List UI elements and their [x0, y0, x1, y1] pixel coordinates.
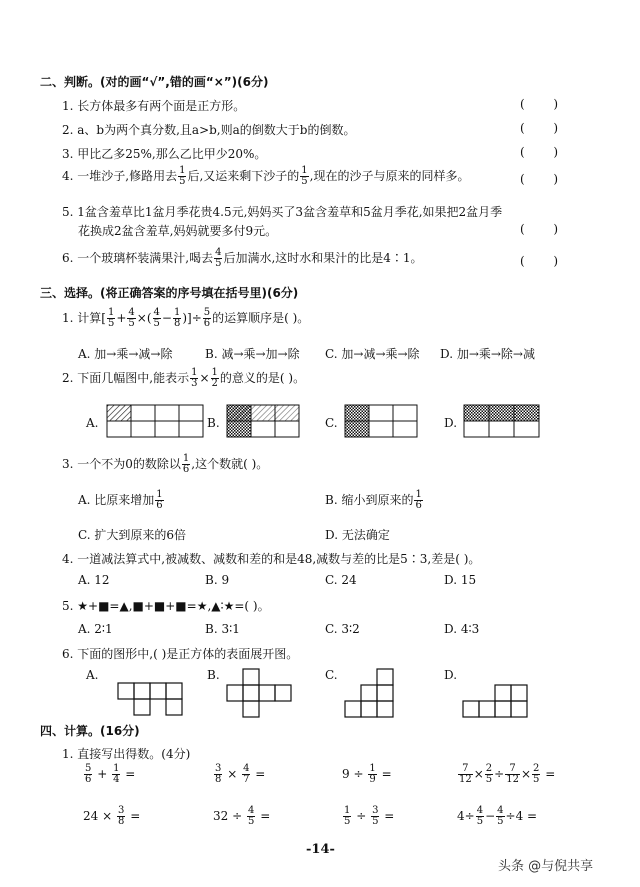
calc-6: 32 ÷ $\frac{4}{5}$ =: [213, 805, 271, 827]
calc-3: 9 ÷ $\frac{1}{9}$ =: [342, 763, 392, 785]
q6-label-b[interactable]: B.: [207, 668, 220, 682]
calc-1: $\frac{5}{6}$ + $\frac{1}{4}$ =: [85, 763, 136, 785]
section-3-title: 三、选择。(将正确答案的序号填在括号里)(6分): [40, 286, 299, 300]
q5-option-c[interactable]: C. 3∶2: [325, 622, 360, 636]
q4-option-d[interactable]: D. 15: [444, 573, 477, 587]
q2-label-c[interactable]: C.: [325, 416, 338, 430]
section-4-title: 四、计算。(16分): [40, 724, 140, 738]
choice-q5: 5. ★+■=▲,■+■+■=★,▲∶★=( )。: [62, 599, 270, 613]
q2-label-b[interactable]: B.: [207, 416, 220, 430]
choice-q3: 3. 一个不为0的数除以 $\frac{1}{6}$ ,这个数就( )。: [62, 453, 269, 475]
q4-option-a[interactable]: A. 12: [78, 573, 110, 587]
fraction: $\frac{1}{5}$: [179, 165, 186, 187]
q1-option-c[interactable]: C. 加→减→乘→除: [325, 347, 420, 361]
calc-7: $\frac{1}{5}$ ÷ $\frac{3}{5}$ =: [344, 805, 395, 827]
figure-d: [464, 405, 539, 437]
calc-2: $\frac{3}{8}$ × $\frac{4}{7}$ =: [215, 763, 266, 785]
choice-q1: 1. 计算[ $\frac{1}{5}$ + $\frac{4}{5}$ ×( $\frac{4}{5}$ − $\frac{1}{8}$ )]÷ $\frac{5}{6}$ 的运算顺序是( )。: [62, 307, 310, 329]
q4-option-c[interactable]: C. 24: [325, 573, 357, 587]
calc-8: 4÷ $\frac{4}{5}$ − $\frac{4}{5}$ ÷4 =: [457, 805, 538, 827]
judge-item-1: 1. 长方体最多有两个面是正方形。: [62, 99, 246, 113]
answer-paren-2[interactable]: ( ): [520, 121, 558, 135]
judge-item-5-line1: 5. 1盆含羞草比1盆月季花贵4.5元,妈妈买了3盆含羞草和5盆月季花,如果把2盆月季: [62, 205, 503, 219]
calc-5: 24 × $\frac{3}{8}$ =: [83, 805, 141, 827]
net-b: [227, 669, 291, 717]
q1-option-b[interactable]: B. 减→乘→加→除: [205, 347, 300, 361]
choice-q6: 6. 下面的图形中,( )是正方体的表面展开图。: [62, 647, 299, 661]
q2-label-a[interactable]: A.: [86, 416, 99, 430]
answer-paren-1[interactable]: ( ): [520, 97, 558, 111]
choice-q2: 2. 下面几幅图中,能表示 $\frac{1}{3}$ × $\frac{1}{2}$ 的意义的是( )。: [62, 367, 306, 389]
net-c: [345, 669, 393, 717]
q1-option-d[interactable]: D. 加→乘→除→减: [440, 347, 535, 361]
q1-option-a[interactable]: A. 加→乘→减→除: [78, 347, 173, 361]
judge-item-6: 6. 一个玻璃杯装满果汁,喝去 $\frac{4}{5}$ 后加满水,这时水和果汁的比是4∶1。: [62, 247, 423, 269]
net-a: [118, 683, 182, 715]
q6-label-a[interactable]: A.: [86, 668, 99, 682]
answer-paren-4[interactable]: ( ): [520, 172, 558, 186]
answer-paren-5[interactable]: ( ): [520, 222, 558, 236]
judge-item-5-line2: 花换成2盆含羞草,妈妈就要多付9元。: [78, 224, 278, 238]
q5-option-b[interactable]: B. 3∶1: [205, 622, 240, 636]
watermark: 头条 @与倪共享: [498, 859, 594, 874]
net-d: [463, 685, 527, 717]
answer-paren-6[interactable]: ( ): [520, 254, 558, 268]
section-2-title: 二、判断。(对的画“√”,错的画“×”)(6分): [40, 75, 269, 89]
calc-sub-1: 1. 直接写出得数。(4分): [62, 747, 191, 761]
answer-paren-3[interactable]: ( ): [520, 145, 558, 159]
q5-option-d[interactable]: D. 4∶3: [444, 622, 480, 636]
judge-item-3: 3. 甲比乙多25%,那么乙比甲少20%。: [62, 147, 267, 161]
q3-option-c[interactable]: C. 扩大到原来的6倍: [78, 528, 187, 542]
figure-a: [107, 405, 203, 437]
figure-c: [345, 405, 417, 437]
q4-option-b[interactable]: B. 9: [205, 573, 230, 587]
q3-option-a[interactable]: A. 比原来增加 $\frac{1}{6}$: [78, 489, 163, 511]
fraction: $\frac{4}{5}$: [215, 247, 222, 269]
q6-nets: [0, 668, 640, 718]
q2-label-d[interactable]: D.: [444, 416, 458, 430]
q3-option-d[interactable]: D. 无法确定: [325, 528, 390, 542]
q2-figures: [0, 400, 640, 460]
choice-q4: 4. 一道减法算式中,被减数、减数和差的和是48,减数与差的比是5∶3,差是( )。: [62, 552, 481, 566]
q3-option-b[interactable]: B. 缩小到原来的 $\frac{1}{6}$: [325, 489, 422, 511]
figure-b: [227, 405, 299, 437]
judge-item-4: 4. 一堆沙子,修路用去 $\frac{1}{5}$ 后,又运来剩下沙子的 $\frac{1}{5}$ ,现在的沙子与原来的同样多。: [62, 165, 470, 187]
q5-option-a[interactable]: A. 2∶1: [78, 622, 113, 636]
q6-label-c[interactable]: C.: [325, 668, 338, 682]
fraction: $\frac{1}{5}$: [301, 165, 308, 187]
page-number: -14-: [306, 842, 335, 857]
calc-4: $\frac{7}{12}$ × $\frac{2}{5}$ ÷ $\frac{7}{12}$ × $\frac{2}{5}$ =: [459, 763, 556, 785]
q6-label-d[interactable]: D.: [444, 668, 458, 682]
judge-item-2: 2. a、b为两个真分数,且a>b,则a的倒数大于b的倒数。: [62, 123, 356, 137]
